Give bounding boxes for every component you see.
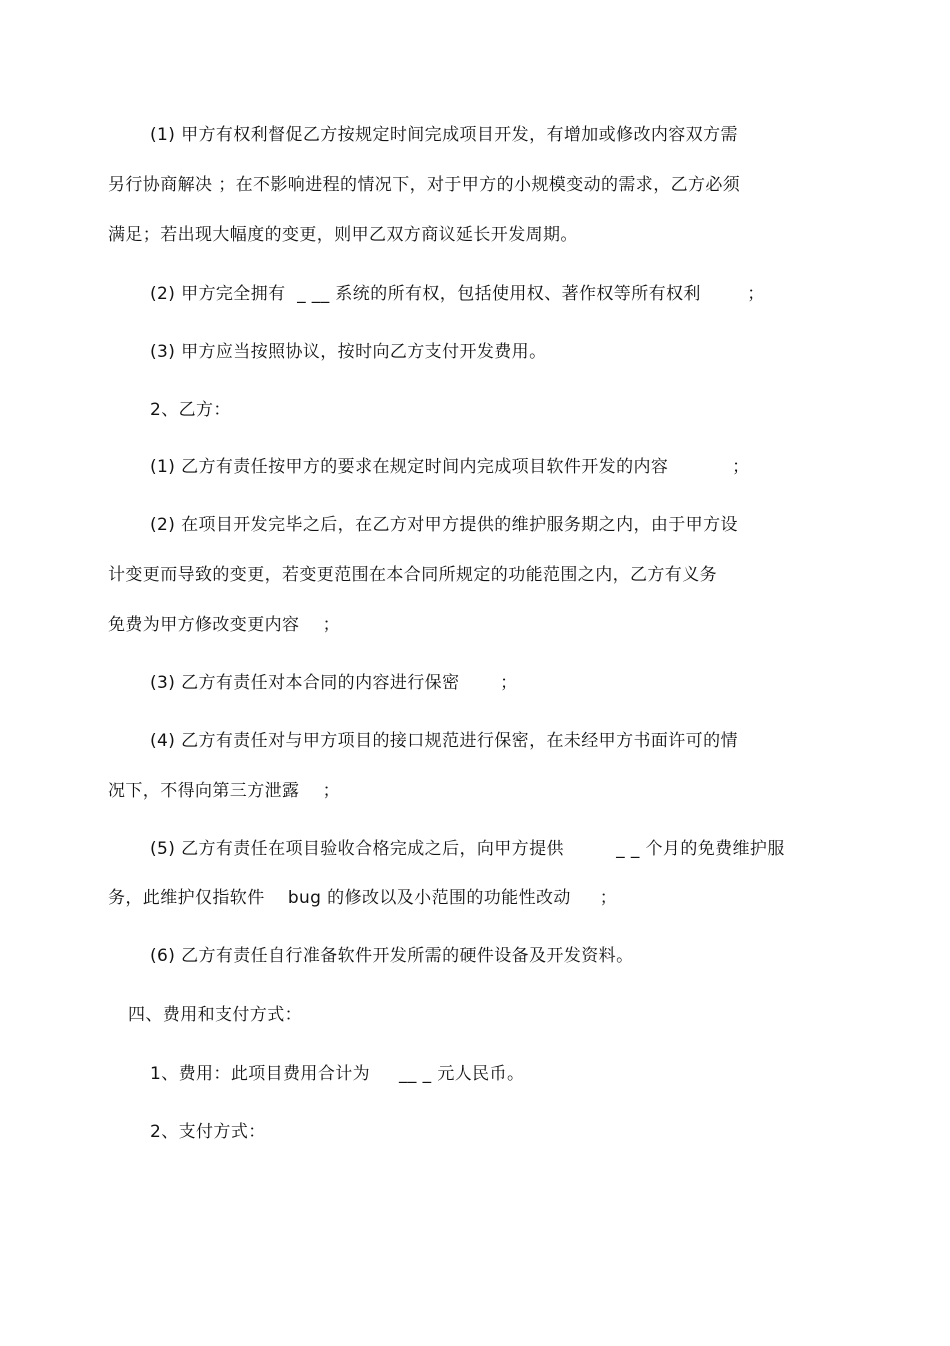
clause-b1-line-1: (1) 乙方有责任按甲方的要求在规定时间内完成项目软件开发的内容 ； xyxy=(150,457,750,477)
section-four-heading: 四、费用和支付方式： xyxy=(128,1005,302,1025)
clause-b5-line-1: (5) 乙方有责任在项目验收合格完成之后，向甲方提供 _ _ 个月的免费维护服 xyxy=(150,839,785,859)
clause-a3-line-1: (3) 甲方应当按照协议，按时向乙方支付开发费用。 xyxy=(150,342,547,362)
clause-b6-line-1: (6) 乙方有责任自行准备软件开发所需的硬件设备及开发资料。 xyxy=(150,946,634,966)
party-b-heading: 2、乙方： xyxy=(150,400,231,420)
clause-b4-line-2: 况下，不得向第三方泄露 ； xyxy=(108,781,341,801)
fee-line: 1、费用：此项目费用合计为 __ _ 元人民币。 xyxy=(150,1064,525,1084)
clause-b3-line-1: (3) 乙方有责任对本合同的内容进行保密 ； xyxy=(150,673,518,693)
clause-b2-line-3: 免费为甲方修改变更内容 ； xyxy=(108,615,341,635)
clause-a2-line-1: (2) 甲方完全拥有 _ __ 系统的所有权，包括使用权、著作权等所有权利 ； xyxy=(150,284,765,304)
clause-b4-line-1: (4) 乙方有责任对与甲方项目的接口规范进行保密，在未经甲方书面许可的情 xyxy=(150,731,738,751)
clause-b5-line-2: 务，此维护仅指软件 bug 的修改以及小范围的功能性改动 ； xyxy=(108,888,618,908)
clause-a1-line-2: 另行协商解决 ；在不影响进程的情况下，对于甲方的小规模变动的需求，乙方必须 xyxy=(108,175,741,195)
clause-a1-line-1: (1) 甲方有权利督促乙方按规定时间完成项目开发，有增加或修改内容双方需 xyxy=(150,125,738,145)
clause-b2-line-1: (2) 在项目开发完毕之后，在乙方对甲方提供的维护服务期之内，由于甲方设 xyxy=(150,515,738,535)
clause-b2-line-2: 计变更而导致的变更，若变更范围在本合同所规定的功能范围之内，乙方有义务 xyxy=(108,565,717,585)
payment-method-heading: 2、支付方式： xyxy=(150,1122,266,1142)
clause-a1-line-3: 满足；若出现大幅度的变更，则甲乙双方商议延长开发周期。 xyxy=(108,225,578,245)
